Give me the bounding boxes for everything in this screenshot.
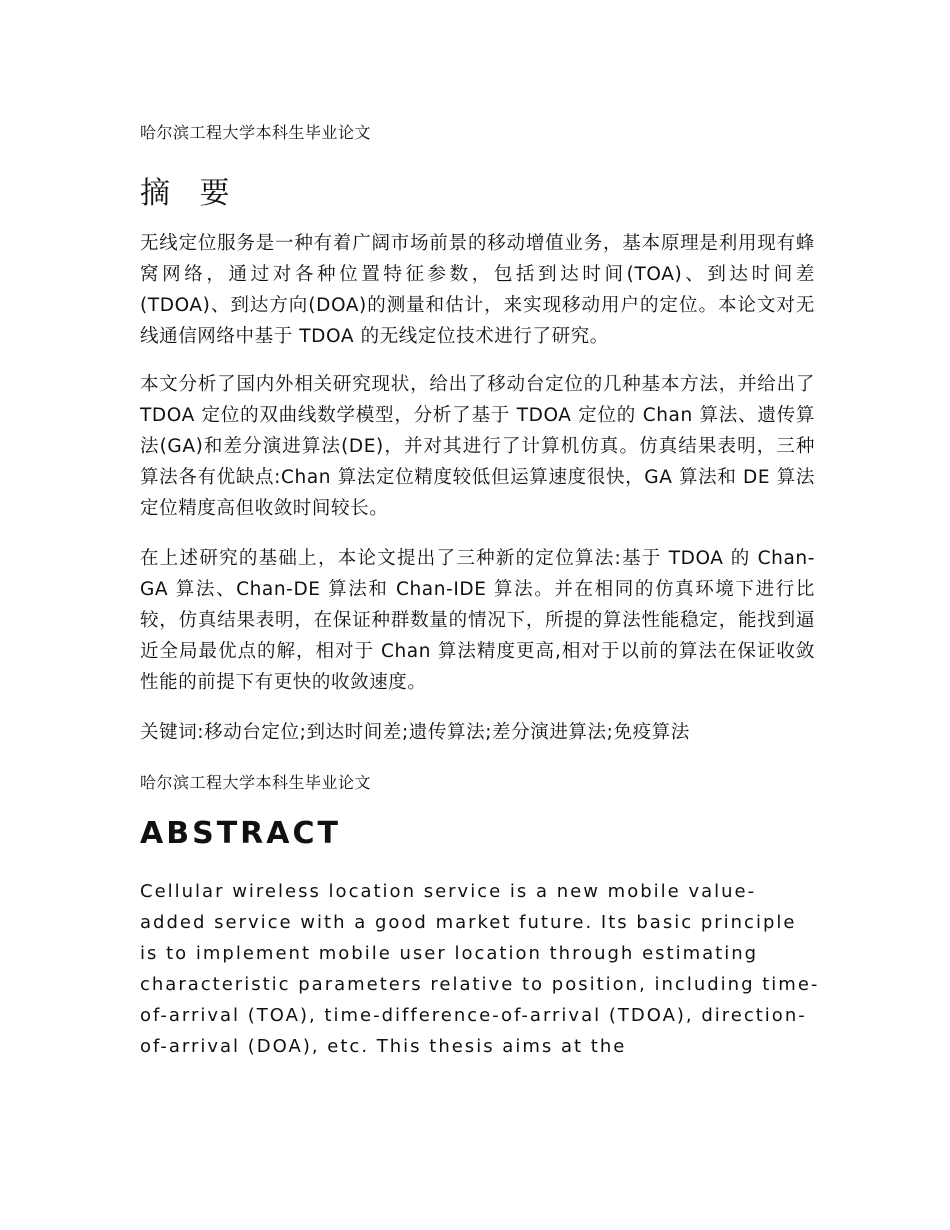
abstract-cn-paragraph-2: 本文分析了国内外相关研究现状，给出了移动台定位的几种基本方法，并给出了 TDOA 定位的双曲线数学模型，分析了基于 TDOA 定位的 Chan 算法、遗传算法(GA)和差分演进算法(DE)，并对其进行了计算机仿真。仿真结果表明，三种算法各有优缺点:Chan 算法定位精度较低但运算速度很快，GA 算法和 DE 算法定位精度高但收敛时间较长。 <box>140 374 815 519</box>
abstract-en-paragraph: Cellular wireless location service is a new mobile value-added service with a good market future. Its basic principle is to implement mobile user location through estimating characteristic parameters relative to position, including time-of-arrival (TOA), time-difference-of-arrival (TDOA), direction-of-arrival (DOA), etc. This thesis aims at the <box>140 881 820 1057</box>
abstract-en-title: ABSTRACT <box>140 816 341 851</box>
keywords-cn: 关键词:移动台定位;到达时间差;遗传算法;差分演进算法;免疫算法 <box>140 722 690 743</box>
abstract-cn-paragraph-3: 在上述研究的基础上，本论文提出了三种新的定位算法:基于 TDOA 的 Chan-GA 算法、Chan-DE 算法和 Chan-IDE 算法。并在相同的仿真环境下进行比较，仿真结果表明，在保证种群数量的情况下，所提的算法性能稳定，能找到逼近全局最优点的解，相对于 Chan 算法精度更高,相对于以前的算法在保证收敛性能的前提下有更快的收敛速度。 <box>140 548 815 693</box>
running-header-2: 哈尔滨工程大学本科生毕业论文 <box>140 773 372 792</box>
running-header: 哈尔滨工程大学本科生毕业论文 <box>140 123 372 142</box>
abstract-cn-title: 摘 要 <box>140 176 240 211</box>
abstract-cn-paragraph-1: 无线定位服务是一种有着广阔市场前景的移动增值业务，基本原理是利用现有蜂窝网络，通过对各种位置特征参数，包括到达时间(TOA)、到达时间差(TDOA)、到达方向(DOA)的测量和估计，来实现移动用户的定位。本论文对无线通信网络中基于 TDOA 的无线定位技术进行了研究。 <box>140 233 815 347</box>
